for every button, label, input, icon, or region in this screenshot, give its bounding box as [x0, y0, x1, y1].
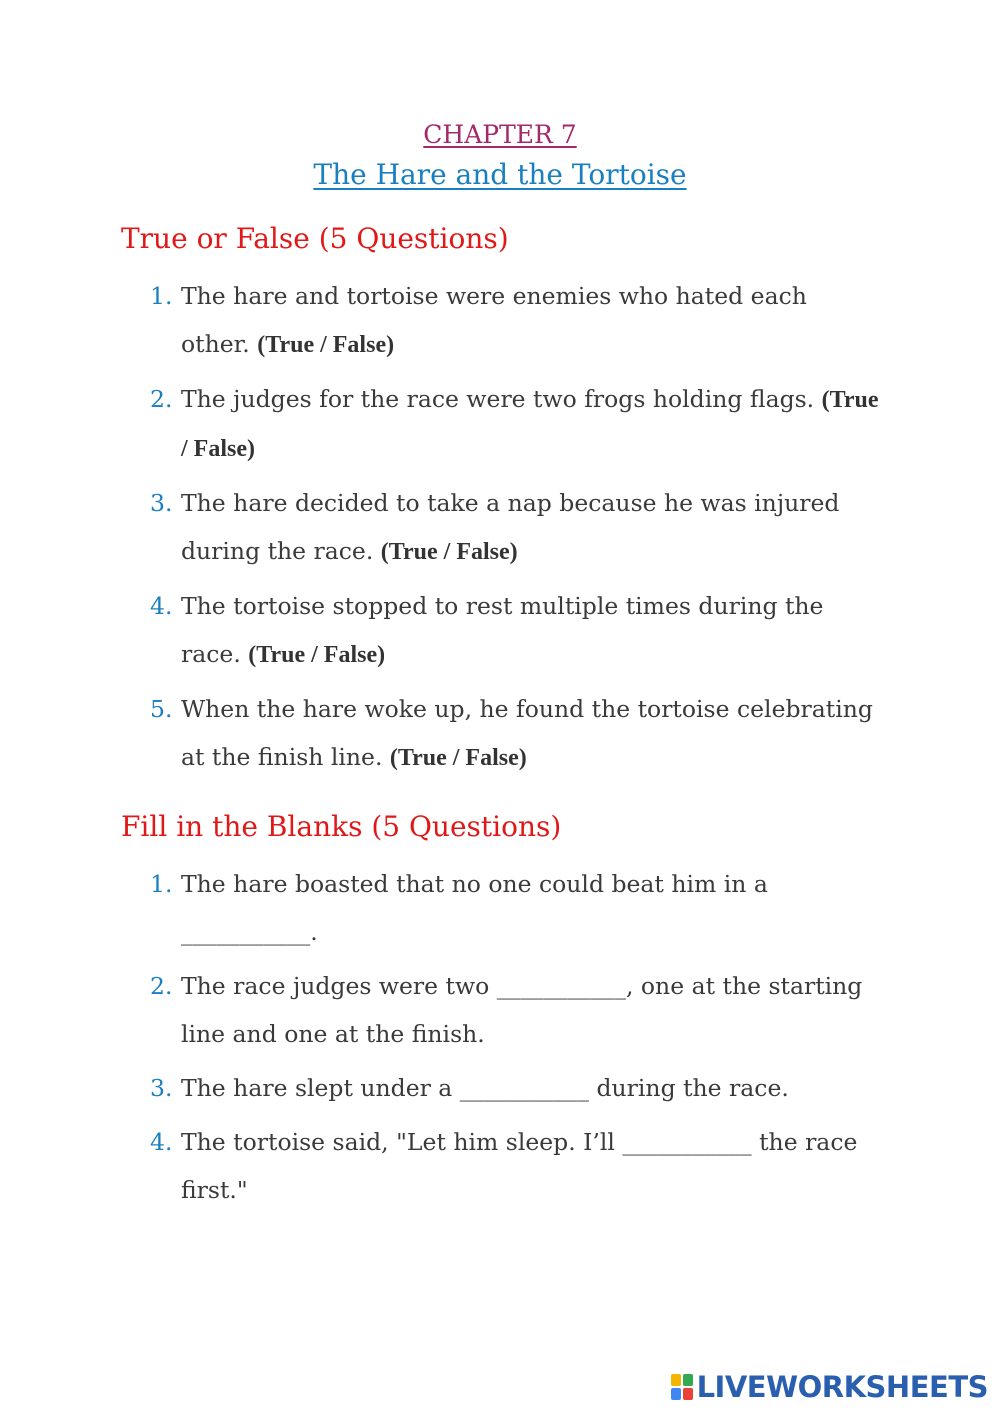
question-number: 3.: [150, 1074, 173, 1102]
true-false-choice[interactable]: (True / False): [389, 745, 527, 771]
true-false-question-3: [120, 479, 880, 576]
fill-blanks-list: [120, 860, 880, 1220]
question-text[interactable]: The race judges were two ___________, one at the starting line and one at the finish.: [181, 972, 863, 1048]
question-text: The hare decided to take a nap because he was injured during the race.: [181, 489, 840, 565]
liveworksheets-logo-icon: [671, 1374, 693, 1400]
true-false-question-2: [120, 375, 880, 473]
true-false-choice[interactable]: (True / False): [248, 642, 386, 668]
question-text: The judges for the race were two frogs holding flags.: [181, 385, 822, 413]
fill-blanks-heading: Fill in the Blanks (5 Questions): [121, 810, 562, 843]
question-text: When the hare woke up, he found the tortoise celebrating at the finish line.: [181, 695, 873, 771]
fill-blank-question-4: [120, 1118, 880, 1214]
question-number: 4.: [150, 592, 173, 620]
question-number: 4.: [150, 1128, 173, 1156]
question-number: 2.: [150, 972, 173, 1000]
question-number: 5.: [150, 695, 173, 723]
chapter-label: CHAPTER 7: [423, 120, 577, 149]
true-false-choice[interactable]: (True / False): [181, 387, 879, 462]
true-false-question-4: [120, 582, 880, 679]
question-number: 1.: [150, 282, 173, 310]
true-false-heading: True or False (5 Questions): [121, 222, 509, 255]
question-text[interactable]: The tortoise said, "Let him sleep. I’ll ___________ the race first.": [181, 1128, 858, 1204]
fill-blank-question-3: [120, 1064, 880, 1112]
question-text: The tortoise stopped to rest multiple times during the race.: [181, 592, 824, 668]
fill-blank-question-1: [120, 860, 880, 956]
true-false-question-5: [120, 685, 880, 782]
question-text[interactable]: The hare boasted that no one could beat him in a ___________.: [181, 870, 768, 946]
liveworksheets-logo: [671, 1370, 988, 1404]
true-false-choice[interactable]: (True / False): [257, 332, 395, 358]
true-false-choice[interactable]: (True / False): [380, 539, 518, 565]
question-number: 1.: [150, 870, 173, 898]
question-text: The hare and tortoise were enemies who hated each other.: [181, 282, 807, 358]
true-false-list: [120, 272, 880, 788]
story-title: The Hare and the Tortoise: [313, 158, 687, 191]
question-text[interactable]: The hare slept under a ___________ during the race.: [181, 1074, 789, 1102]
fill-blank-question-2: [120, 962, 880, 1058]
question-number: 3.: [150, 489, 173, 517]
question-number: 2.: [150, 385, 173, 413]
liveworksheets-logo-text: LIVEWORKSHEETS: [696, 1370, 988, 1404]
true-false-question-1: [120, 272, 880, 369]
